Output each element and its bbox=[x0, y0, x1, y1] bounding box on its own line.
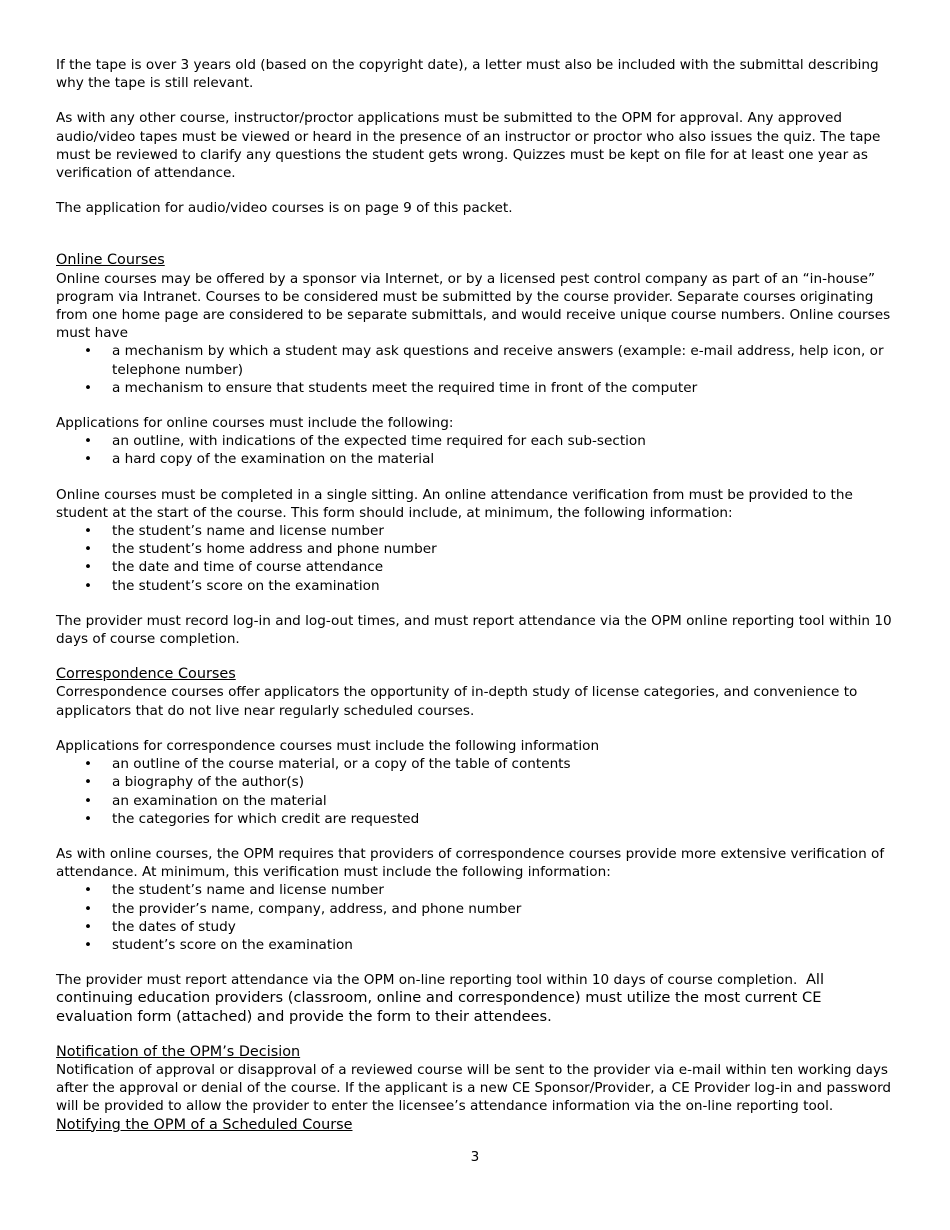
online-record-paragraph: The provider must record log-in and log-out times, and must report attendance via the OPM online reporting tool within 10 days of course completion. bbox=[56, 612, 892, 648]
list-item: • the student’s name and license number bbox=[56, 881, 896, 899]
scheduled-course-heading: Notifying the OPM of a Scheduled Course bbox=[56, 1116, 353, 1133]
list-item: • the student’s score on the examination bbox=[56, 577, 896, 595]
online-must-have-list bbox=[56, 342, 896, 397]
list-item: • the student’s name and license number bbox=[56, 522, 896, 540]
list-item: • a mechanism by which a student may ask questions and receive answers (example: e-mail address, help icon, or telephone number) bbox=[56, 342, 896, 378]
list-item: • a mechanism to ensure that students meet the required time in front of the computer bbox=[56, 379, 896, 397]
instructor-applications-paragraph: As with any other course, instructor/proctor applications must be submitted to the OPM for approval. Any approved audio/video tapes must be viewed or heard in the presence of an instructor or proctor who also issues the quiz. The tape must be reviewed to clarify any questions the student gets wrong. Quizzes must be kept on file for at least one year as verification of attendance. bbox=[56, 110, 881, 182]
notification-paragraph: Notification of approval or disapproval of a reviewed course will be sent to the provider via e-mail within ten working days after the approval or denial of the course. If the applicant is a new CE Sponsor/Provider, a CE Provider log-in and password will be provided to allow the provider to enter the licensee’s attendance information via the on-line reporting tool. bbox=[56, 1061, 892, 1115]
correspondence-apps-intro: Applications for correspondence courses must include the following information bbox=[56, 737, 600, 754]
tape-age-paragraph: If the tape is over 3 years old (based on the copyright date), a letter must also be included with the submittal describing why the tape is still relevant. bbox=[56, 57, 879, 92]
list-item: • the student’s home address and phone number bbox=[56, 540, 896, 558]
list-item: • the categories for which credit are requested bbox=[56, 810, 896, 828]
list-item: • a biography of the author(s) bbox=[56, 773, 896, 791]
online-form-list bbox=[56, 522, 896, 595]
correspondence-intro-paragraph: Correspondence courses offer applicators the opportunity of in-depth study of license categories, and convenience to applicators that do not live near regularly scheduled courses. bbox=[56, 684, 858, 719]
notification-heading: Notification of the OPM’s Decision bbox=[56, 1043, 301, 1060]
evaluation-form-sentence: All continuing education providers (classroom, online and correspondence) must utilize the most current CE evaluation form (attached) and provide the form to their attendees. bbox=[56, 971, 825, 1025]
list-item: • a hard copy of the examination on the material bbox=[56, 450, 896, 468]
list-item: • the provider’s name, company, address, and phone number bbox=[56, 900, 896, 918]
report-sentence: The provider must report attendance via the OPM on-line reporting tool within 10 days of course completion. bbox=[56, 972, 798, 989]
list-item: • student’s score on the examination bbox=[56, 936, 896, 954]
correspondence-report-paragraph bbox=[56, 971, 896, 1026]
list-item: • the dates of study bbox=[56, 918, 896, 936]
document-page bbox=[56, 56, 896, 1134]
correspondence-verification-paragraph: As with online courses, the OPM requires that providers of correspondence courses provide more extensive verification of attendance. At minimum, this verification must include the following information: bbox=[56, 845, 885, 881]
correspondence-apps-list bbox=[56, 755, 896, 828]
list-item: • an outline, with indications of the expected time required for each sub-section bbox=[56, 432, 896, 450]
online-single-sitting-paragraph: Online courses must be completed in a single sitting. An online attendance verification from must be provided to the student at the start of the course. This form should include, at minimum, the following information: bbox=[56, 486, 853, 521]
correspondence-courses-heading: Correspondence Courses bbox=[56, 666, 236, 683]
online-apps-list bbox=[56, 432, 896, 468]
correspondence-verification-list bbox=[56, 881, 896, 954]
list-item: • an examination on the material bbox=[56, 792, 896, 810]
list-item: • an outline of the course material, or a copy of the table of contents bbox=[56, 755, 896, 773]
list-item: • the date and time of course attendance bbox=[56, 558, 896, 576]
online-apps-intro: Applications for online courses must include the following: bbox=[56, 415, 454, 432]
page-number: 3 bbox=[470, 1149, 480, 1165]
online-courses-heading: Online Courses bbox=[56, 252, 165, 269]
online-intro-paragraph: Online courses may be offered by a sponsor via Internet, or by a licensed pest control company as part of an “in-house” program via Intranet. Courses to be considered must be submitted by the course provider. Separate courses originating from one home page are considered to be separate submittals, and would receive unique course numbers. Online courses must have bbox=[56, 270, 891, 342]
av-application-paragraph: The application for audio/video courses is on page 9 of this packet. bbox=[56, 200, 513, 217]
